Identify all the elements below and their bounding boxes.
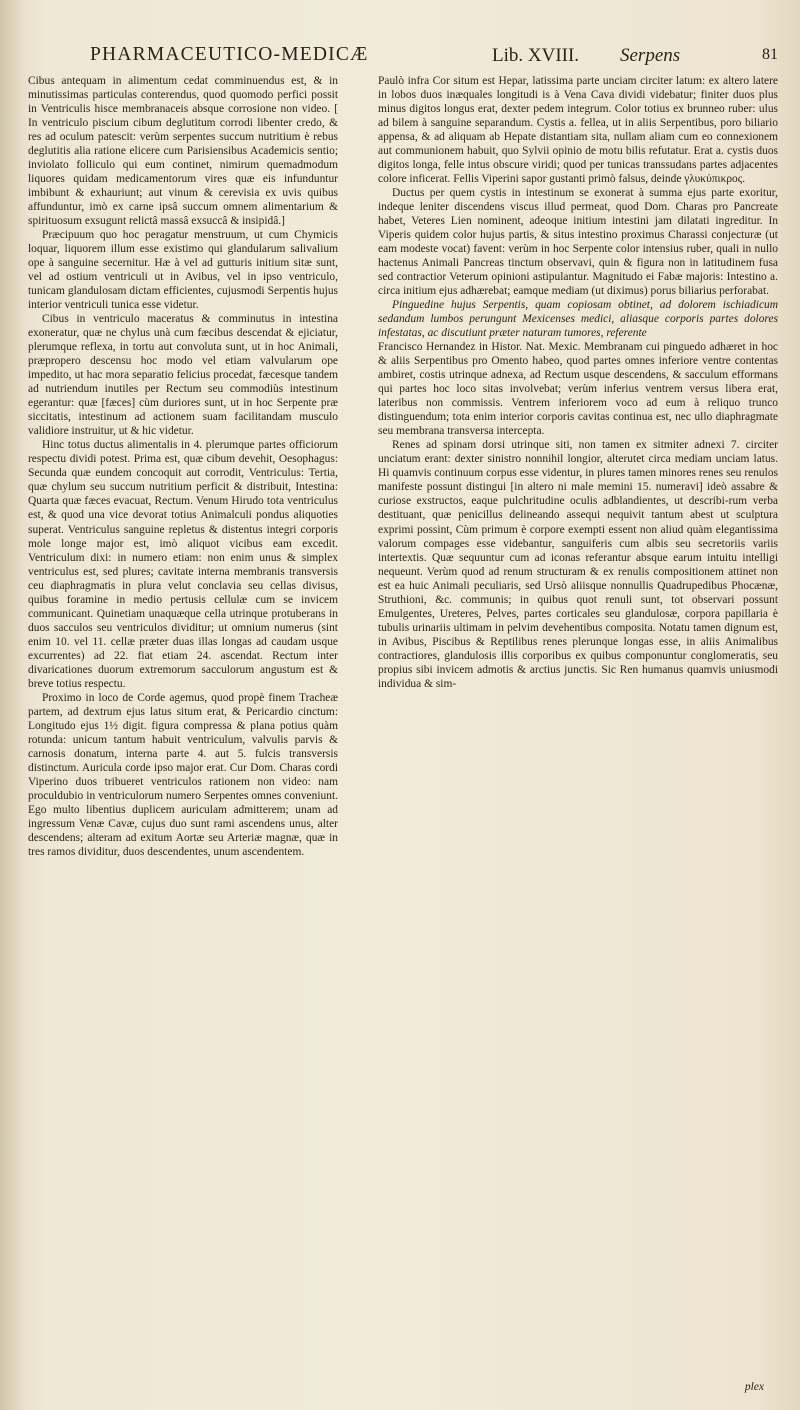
paragraph: Hinc totus ductus alimentalis in 4. plerumque partes officiorum respectu dividi potest. Prima est, quæ cibum devehit, Oesophagus: Secunda quæ eundem concoquit aut corrodit, Ventriculus: Tertia, quæ chylum seu succum nutritium perficit & distribuit, Intestina: Quarta quæ fæces evacuat, Rectum. Venum Hirudo tota ventriculus est, & quod una vice devorat totius Animalculi pondus aliquoties superat. Ventriculus sanguine repletus & distentus integri corporis mole longe major est, imò aliquot vicibus eam excedit. Ventriculum dixi: in numero etiam: non enim unus & simplex ventriculus est, sed plures; cavitate interna membranis transversis ceu diaphragmatis in plura velut conclavia seu cellas divisus, quibus foramine in medio pertusis cellulæ cum se invicem communicant. Quinetiam unaquæque cella utrinque protuberans in duos sacculos seu ventriculos dividitur; ut omnium numerus (sint enim 10. vel 11. cellæ præter duas illas longas ad caudam usque excurrentes) ad 22. fiat etiam 24. ascendat. Rectum inter divaricationes duorum extremorum sacculorum angustum est & breve totius respectu. xyxy=(28,439,338,690)
left-text-column xyxy=(28,74,338,1380)
paragraph: Ductus per quem cystis in intestinum se exonerat à summa ejus parte exoritur, indeque leniter discendens viscus illud permeat, quod Dom. Charas pro Pancreate habet, Veteres Lien nominent, adeoque initium intestini jam dilatati ingreditur. In Viperis quidem color hujus partis, & situs intestino proximus Charassi conjecturæ (ut eam modeste vocat) favent: verùm in hoc Serpente color intensius ruber, quali in nullo hactenus Animali Pancreas tinctum observavi, quin & figura non in latitudinem fusa sed contractior Veterum opinioni astipulantur. Magnitudo ei Fabæ majoris: Intestino a. circa initium ejus adhærebat; eamque mediam (ut diximus) porus biliarius perforabat. xyxy=(378,187,778,298)
paragraph: Francisco Hernandez in Histor. Nat. Mexic. Membranam cui pinguedo adhæret in hoc & aliis Serpentibus pro Omento habeo, quod partes omnes inferiore ventre contentas ambiret, costis utrinque adnexa, ad Rectum usque descendens, & sacculum efformans qui partes hoc loco sitas involvebat; verùm inferius ventrem versus libera erat, lateribus non commissis. Ventrem inferiorem voco ad eum à reliquo trunco distinguendum; tota enim interior corporis cavitas continua est, nec ullo diaphragmate seu membrana transversa intercepta. xyxy=(378,341,778,438)
running-title: PHARMACEUTICO-MEDICÆ xyxy=(90,44,369,65)
paragraph: Cibus antequam in alimentum cedat comminuendus est, & in minutissimas particulas conterendus, quod quomodo perfici possit in Ventriculis hisce membranaceis absque corrosione non video. [ In ventriculo piscium cibum deglutitum corrodi libenter credo, & res ad oculum patescit: verùm serpentes succum nutritium è rebus deglutitis alia ratione elicere cum Parisiensibus Academicis sentio; inviolato folliculo qui eum continet, nimirum quemadmodum liquores quidam medicamentorum vires quæ eis infunduntur imbibunt & exhauriunt; aut vinum & cerevisia ex uvis quibus affunduntur, imò ex carne ipsâ succum omnem alimentarium & spirituosum exsugunt relictâ massâ exsuccâ & insipidâ.] xyxy=(28,75,338,228)
paragraph: Paulò infra Cor situm est Hepar, latissima parte unciam circiter latum: ex altero latere in lobos duos inæquales longitudi is à Vena Cava dividi videbatur; finiter duos plus minus digitos longus erat, dexter pedem integrum. Color totius ex brunneo ruber: ulus ad bilem à sanguine separandum. Cystis a. fellea, ut in aliis Serpentibus, poro biliario appensa, & ad aliquam ab Hepate distantiam sita, nullam aliam cum eo connexionem aut communionem habuit, quo Sylvii opinio de motu bilis refutatur. Erat a. cystis duos digitos longa, felle intus obscure viridi; quod per tunicas transsudans partes adjacentes colore inficerat. Fellis Viperini sapor gustanti primò falsus, deinde γλυκύπικρος. xyxy=(378,75,778,186)
right-text-column xyxy=(378,74,778,1380)
paragraph: Præcipuum quo hoc peragatur menstruum, ut cum Chymicis loquar, liquorem illum esse existimo qui glandularum salivalium ope à sanguine secernitur. Hæ à vel ad gutturis initium sitæ sunt, vel ad ostium ventriculi ut in Avibus, vel in ipso ventriculo, tunicam glandulosam dictam efficientes, cujusmodi Serpentis hujus interior ventriculi tunica esse videtur. xyxy=(28,229,338,312)
paragraph: Pinguedine hujus Serpentis, quam copiosam obtinet, ad dolorem ischiadicum sedandum lumbos perungunt Mexicenses medici, aliasque corporis partes dolores infestatas, ac discutiunt præter naturam tumores, referente xyxy=(378,299,778,340)
page-number: 81 xyxy=(762,46,778,63)
book-number: Lib. XVIII. xyxy=(492,45,580,66)
running-header xyxy=(60,44,778,70)
paragraph: Renes ad spinam dorsi utrinque siti, non tamen ex sitmiter adnexi 7. circiter unciatum erant: dexter sinistro nonnihil longior, alterutet circa mediam unciam latus. Hi quamvis continuum corpus esse videntur, in plures tamen minores renes seu renulos manifeste possunt distingui [in altero ni male memini 15. numeravi] ideò assabre & curiose exstructos, eaque pulchritudine oculis adblandientes, ut describi-rum verba destituant, quæ penicillus delineando assequi nequivit tantum abest ut sculptura exprimi possint, Cùm primum è corpore exempti essent non aliud quàm elegantissima valorum compages esse videbantur, sanguiferis cum albis seu secretoriis variis intertextis. Quæ sequuntur cum ad iconas referantur absque earum intuitu intelligi nequeunt. Verùm quod ad renum structuram & ex renulis compositionem attinet non est ea huic Animali peculiaris, sed Ursò aliisque nonnullis Quadrupedibus Phocænæ, Struthioni, &c. communis; in quibus quot renuli sunt, tot observari possunt Emulgentes, Ureteres, Pelves, partes corticales seu glandulosæ, corpora papillaria è tubulis urinariis ultimam in pelvim devehentibus composita. Notatu tamen dignum est, in Avibus, Piscibus & Reptilibus renes plerunque longas esse, in aliis Animalibus contractiores, glandulosis illis corporibus ex quibus componuntur conglomeratis, seu propius sibi invicem admotis & arctius junctis. Sic Ren humanus quamvis uniusmodi individua & sim- xyxy=(378,439,778,690)
paragraph: Cibus in ventriculo maceratus & comminutus in intestina exoneratur, quæ ne chylus unà cum fæcibus descendat & ejiciatur, plerumque reflexa, in tortu aut convoluta sunt, ut in hoc Animali, præpropero descensu hoc modo vel etiam valvularum ope impedito, ut hac mora separatio felicius procedat, fæcesque tandem ad nutriendum inutiles per Rectum seu commodiùs intestinum egerantur: quæ [fæces] cùm duriores sunt, ut in hoc Serpente præ siccitatis, intestinum ad actionem suam facilitandam musculo validiore instruitur, ut & hic videtur. xyxy=(28,313,338,438)
section-title: Serpens xyxy=(620,45,681,66)
paragraph: Proximo in loco de Corde agemus, quod propè finem Tracheæ partem, ad dextrum ejus latus situm erat, & Pericardio cinctum: Longitudo ejus 1½ digit. figura compressa & plana potius quàm rotunda: unicum tantum habuit ventriculum, valvulis parvis & carnosis donatum, interna parte 4. aut 5. fulcis transversis distinctum. Auricula corde ipso major erat. Cur Dom. Charas cordi Viperino duos tribueret ventriculos rationem non video: nam proculdubio in ventriculorum numero Serpentes omnes conveniunt. Ego multo libentius duplicem auriculam admitterem; unam ad ingressum Venæ Cavæ, cujus duo sunt rami ascendens unus, alter descendens; alteram ad exitum Aortæ seu Arteriæ magnæ, quæ in tres ramos dividitur, duos descendentes, unum ascendentem. xyxy=(28,691,338,858)
catchword: plex xyxy=(744,1381,764,1393)
binding-shadow xyxy=(0,0,26,1410)
